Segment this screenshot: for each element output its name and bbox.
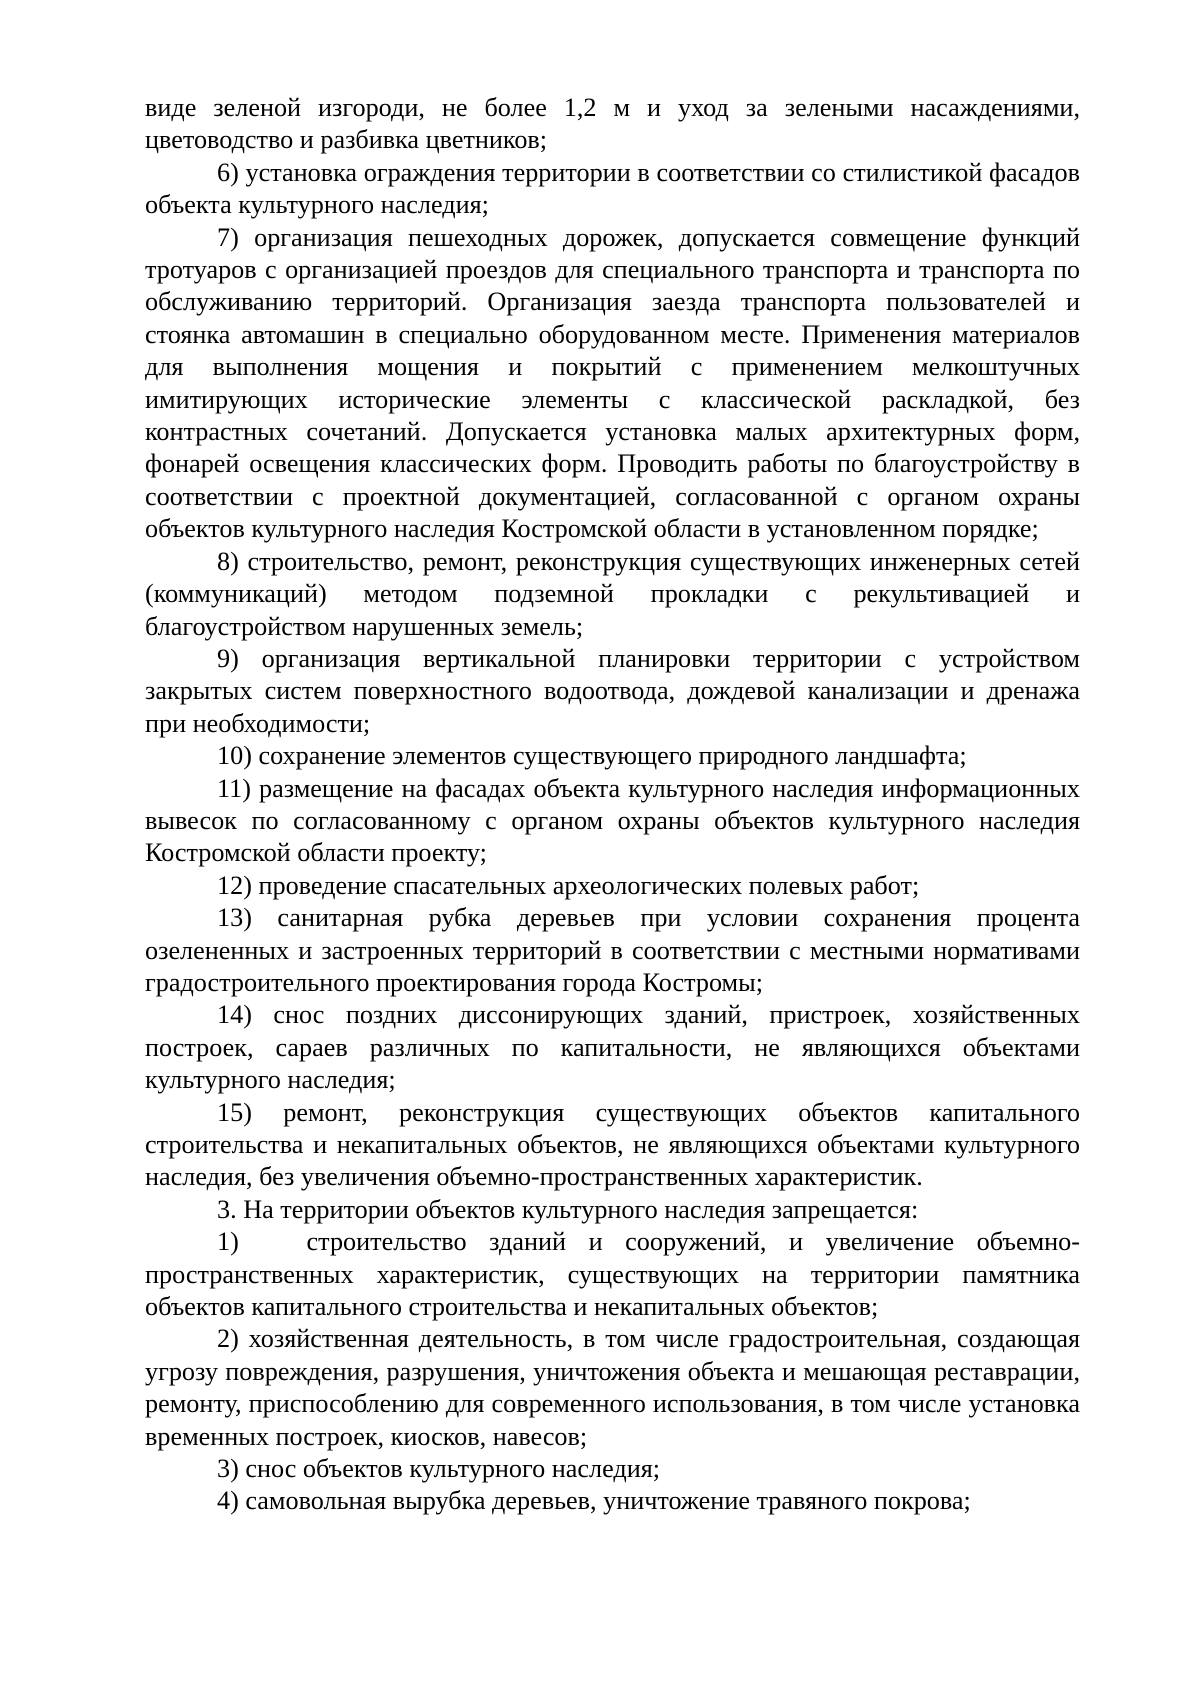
paragraph-10: 15) ремонт, реконструкция существующих объектов капитального строительства и некапитальных объектов, не являющихся объектами культурного наследия, без увеличения объемно-пространственных характеристик. [145, 1097, 1080, 1192]
paragraph-11: 3. На территории объектов культурного наследия запрещается: [217, 1194, 919, 1224]
document-page [145, 92, 1087, 1518]
paragraph-5: 10) сохранение элементов существующего природного ландшафта; [217, 741, 967, 771]
paragraph-4: 9) организация вертикальной планировки территории с устройством закрытых систем поверхностного водоотвода, дождевой канализации и дренажа при необходимости; [145, 643, 1080, 738]
paragraph-8: 13) санитарная рубка деревьев при условии сохранения процента озелененных и застроенных территорий в соответствии с местными нормативами градостроительного проектирования города Костромы; [145, 903, 1080, 997]
paragraph-7: 12) проведение спасательных археологических полевых работ; [217, 870, 920, 900]
paragraph-15: 4) самовольная вырубка деревьев, уничтожение травяного покрова; [217, 1486, 971, 1516]
paragraph-1: 6) установка ограждения территории в соответствии со стилистикой фасадов объекта культурного наследия; [145, 157, 1080, 220]
paragraph-2: 7) организация пешеходных дорожек, допускается совмещение функций тротуаров с организацией проездов для специального транспорта и транспорта по обслуживанию территорий. Организация заезда транспорта пользователей и стоянка автомашин в специально оборудованном месте. Применения материалов для выполнения мощения и покрытий с применением мелкоштучных имитирующих исторические элементы с классической раскладкой, без контрастных сочетаний. Допускается установка малых архитектурных форм, фонарей освещения классических форм. Проводить работы по благоустройству в соответствии с проектной документацией, согласованной с органом охраны объектов культурного наследия Костромской области в установленном порядке; [145, 222, 1080, 544]
paragraph-3: 8) строительство, ремонт, реконструкция существующих инженерных сетей (коммуникаций) методом подземной прокладки с рекультивацией и благоустройством нарушенных земель; [145, 546, 1080, 641]
paragraph-14: 3) снос объектов культурного наследия; [217, 1454, 661, 1484]
paragraph-9: 14) снос поздних диссонирующих зданий, пристроек, хозяйственных построек, сараев различных по капитальности, не являющихся объектами культурного наследия; [145, 1000, 1080, 1095]
paragraph-0: виде зеленой изгороди, не более 1,2 м и уход за зелеными насаждениями, цветоводство и разбивка цветников; [145, 93, 1080, 155]
paragraph-6: 11) размещение на фасадах объекта культурного наследия информационных вывесок по согласованному с органом охраны объектов культурного наследия Костромской области проекту; [145, 773, 1080, 868]
paragraph-13: 2) хозяйственная деятельность, в том числе градостроительная, создающая угрозу повреждения, разрушения, уничтожения объекта и мешающая реставрации, ремонту, приспособлению для современного использования, в том числе установка временных построек, киосков, навесов; [145, 1324, 1080, 1451]
paragraph-12: 1) строительство зданий и сооружений, и увеличение объемно-пространственных характеристик, существующих на территории памятника объектов капитального строительства и некапитальных объектов; [145, 1227, 1087, 1322]
